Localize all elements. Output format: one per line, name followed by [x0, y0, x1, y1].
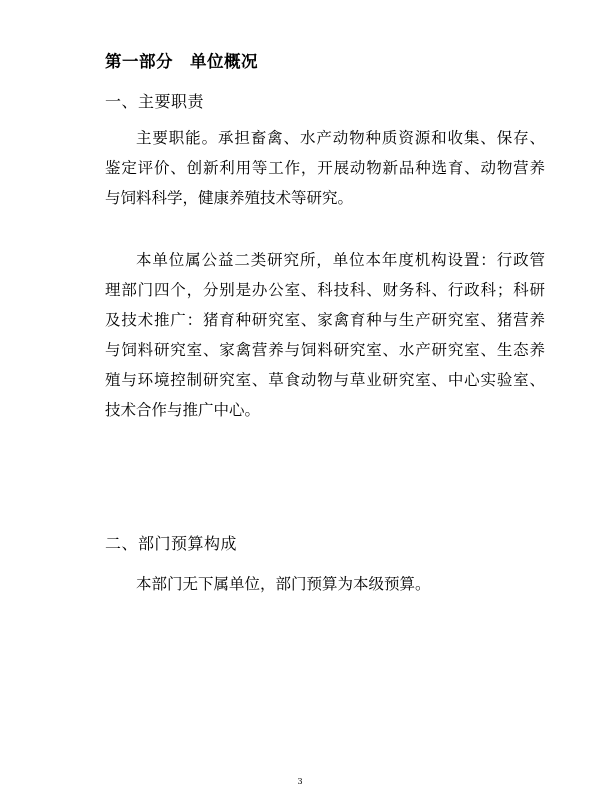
- paragraph-organization-setup: [105, 245, 545, 425]
- paragraph-line: 及技术推广：猪育种研究室、家禽育种与生产研究室、猪营养: [105, 311, 545, 329]
- paragraph-line: 殖与环境控制研究室、草食动物与草业研究室、中心实验室、: [105, 371, 545, 389]
- paragraph-line: 鉴定评价、创新利用等工作，开展动物新品种选育、动物营养: [105, 159, 545, 177]
- paragraph-line: 本部门无下属单位，部门预算为本级预算。: [136, 575, 431, 593]
- paragraph-line: 与饲料研究室、家禽营养与饲料研究室、水产研究室、生态养: [105, 341, 545, 359]
- paragraph-line: 理部门四个，分别是办公室、科技科、财务科、行政科；科研: [105, 281, 545, 299]
- paragraph-line: 主要职能。承担畜禽、水产动物种质资源和收集、保存、: [136, 129, 545, 147]
- page-number: 3: [297, 777, 303, 786]
- paragraph-line: 本单位属公益二类研究所，单位本年度机构设置：行政管: [136, 251, 545, 269]
- paragraph-budget-composition: [105, 569, 545, 599]
- paragraph-main-functions: [105, 123, 545, 213]
- paragraph-line: 与饲料科学，健康养殖技术等研究。: [105, 189, 354, 207]
- part-title: 第一部分 单位概况: [105, 52, 258, 71]
- paragraph-line: 技术合作与推广中心。: [105, 401, 261, 419]
- section-heading-main-duties: 一、主要职责: [105, 92, 205, 111]
- section-heading-budget-composition: 二、部门预算构成: [105, 534, 238, 553]
